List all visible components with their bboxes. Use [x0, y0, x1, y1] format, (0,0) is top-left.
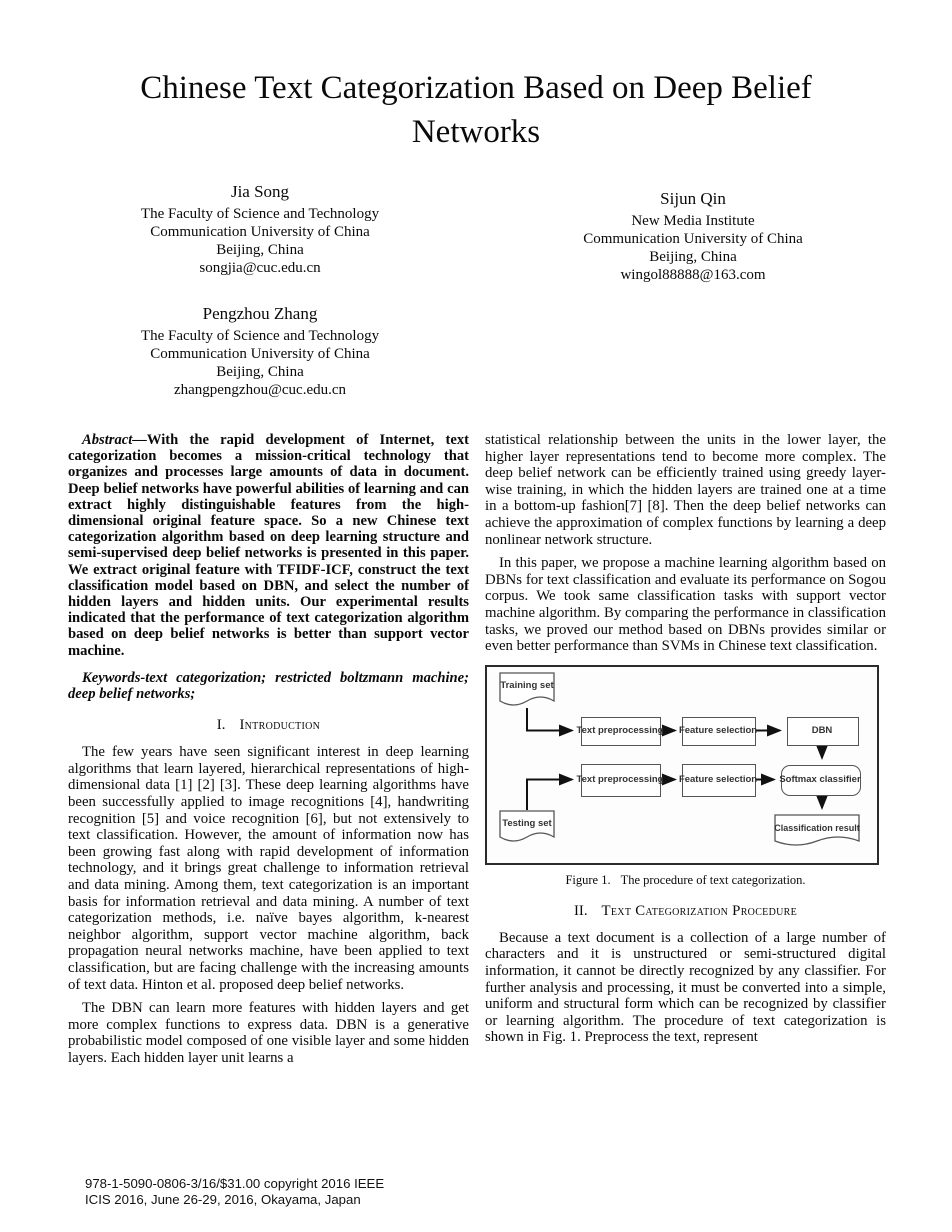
body-paragraph: In this paper, we propose a machine learning algorithm based on DBNs for text classification and evaluate its performance on Sogou corpus. We took same classification tasks with support vector machine algorithm. By comparing the performance in classification tasks, we proved our method based on DBNs provides similar or even better performance than SVMs in Chinese text classification.	[485, 555, 886, 655]
author-block-pengzhou-zhang	[80, 304, 440, 399]
author-affiliation-line: The Faculty of Science and Technology	[140, 206, 380, 222]
figure-caption-label: Figure 1.	[565, 872, 611, 887]
body-paragraph: The DBN can learn more features with hidden layers and get more complex functions to express data. DBN is a generative probabilistic model composed of one visible layer and some hidden layers. Each hidden layer unit learns a	[68, 1000, 469, 1066]
paper-title: Chinese Text Categorization Based on Deep Belief Networks	[140, 70, 812, 150]
author-email: songjia@cuc.edu.cn	[199, 260, 321, 276]
author-affiliation-line: Beijing, China	[216, 242, 304, 258]
arrow-training-to-preprocessing	[527, 708, 572, 731]
section-heading-introduction	[68, 717, 469, 734]
author-name: Pengzhou Zhang	[202, 304, 318, 323]
section-heading-procedure	[485, 903, 886, 920]
body-paragraph: The few years have seen significant interest in deep learning algorithms that learn layered, hierarchical representations of high-dimensional data [1] [2] [3]. These deep learning algorithms have been successfully applied to image recognitions [4], handwriting recognition [5] and voice recognition [6], but not extensively to text classification. However, the amount of information now has been growing fast along with rapid development of information technology, and it brings great challenge to information retrieval and data mining. Among them, text categorization is an important basis for information retrieval and data mining. A number of text categorization methods, i.e. naïve bayes algorithm, k-nearest neighbor algorithm, support vector machine algorithm, back propagation neural networks machine, have been applied to text classification, but are facing challenge with the increasing amounts of text data. Hinton et al. proposed deep belief networks.	[68, 744, 469, 993]
arrow-testing-to-preprocessing	[527, 779, 572, 810]
author-affiliation-line: Beijing, China	[649, 249, 737, 265]
footer-copyright: 978-1-5090-0806-3/16/$31.00 copyright 2016 IEEE	[85, 1176, 385, 1191]
author-affiliation-line: Communication University of China	[150, 224, 370, 240]
abstract-label: Abstract—	[82, 432, 147, 448]
section-title: Text Categorization Procedure	[601, 902, 797, 919]
left-column	[68, 432, 469, 1067]
flowchart-node-softmax-classifier: Softmax classifier	[779, 773, 861, 785]
author-name: Sijun Qin	[660, 189, 726, 208]
body-paragraph: Because a text document is a collection of a large number of characters and it is unstructured or semi-structured digital information, it cannot be directly recognized by any classifier. For further analysis and processing, it must be converted into a simple, uniform and structural form which can be recognized by classifier or learning algorithm. The procedure of text categorization is shown in Fig. 1. Preprocess the text, represent	[485, 929, 886, 1046]
author-block-jia-song	[80, 182, 440, 277]
flowchart-node-feature-selection: Feature selection	[678, 773, 758, 785]
flowchart-node-dbn: DBN	[811, 724, 833, 736]
author-affiliation-line: Beijing, China	[216, 364, 304, 380]
author-affiliation-line: Communication University of China	[583, 231, 803, 247]
figure-caption	[485, 873, 886, 888]
footer-conference: ICIS 2016, June 26-29, 2016, Okayama, Japan	[85, 1191, 361, 1207]
author-block-sijun-qin	[513, 189, 873, 284]
section-number: II.	[573, 902, 588, 919]
flowchart-node-text-preprocessing: Text preprocessing	[576, 724, 664, 736]
flowchart-node-classification-result: Classification result	[774, 822, 860, 833]
figure-1-flowchart	[485, 665, 879, 865]
section-title: Introduction	[239, 717, 321, 734]
author-email: wingol88888@163.com	[620, 267, 766, 283]
flowchart-node-training-set: Training set	[500, 680, 554, 692]
right-column	[485, 432, 886, 1067]
figure-caption-text: The procedure of text categorization.	[620, 872, 806, 887]
footer	[85, 1176, 384, 1207]
flowchart-node-testing-set: Testing set	[502, 818, 552, 830]
author-affiliation-line: The Faculty of Science and Technology	[140, 328, 380, 344]
abstract-text: With the rapid development of Internet, text categorization becomes a mission-critical technology that organizes and processes large amounts of data in document. Deep belief networks have powerful abilities of learning and can extract highly distinguishable features from the high-dimensional original feature space. So a new Chinese text categorization algorithm based on deep learning structure and semi-supervised deep belief networks is presented in this paper. We extract original feature with TFIDF-ICF, construct the text classification model based on DBN, and select the number of hidden layers and hidden units. Our experimental results indicated that the performance of text categorization algorithm based on deep belief networks is better than support vector machine.	[68, 432, 469, 659]
author-affiliation-line: Communication University of China	[150, 346, 370, 362]
keywords-paragraph: Keywords-text categorization; restricted boltzmann machine; deep belief networks;	[68, 669, 469, 703]
section-number: I.	[216, 717, 226, 734]
flowchart-node-feature-selection: Feature selection	[678, 724, 758, 736]
two-column-body	[68, 432, 886, 1067]
author-affiliation-line: New Media Institute	[631, 213, 755, 229]
author-name: Jia Song	[230, 182, 290, 201]
body-paragraph: statistical relationship between the units in the lower layer, the higher layer representations tend to become more complex. The deep belief network can be efficiently trained using greedy layer-wise training, in which the hidden layers are trained one at a time in a bottom-up fashion[7] [8]. Then the deep belief networks can achieve the approximation of complex functions by learning a deep nonlinear network structure.	[485, 432, 886, 548]
author-email: zhangpengzhou@cuc.edu.cn	[173, 382, 347, 398]
abstract-paragraph	[68, 432, 469, 659]
flowchart-node-text-preprocessing: Text preprocessing	[576, 773, 664, 785]
